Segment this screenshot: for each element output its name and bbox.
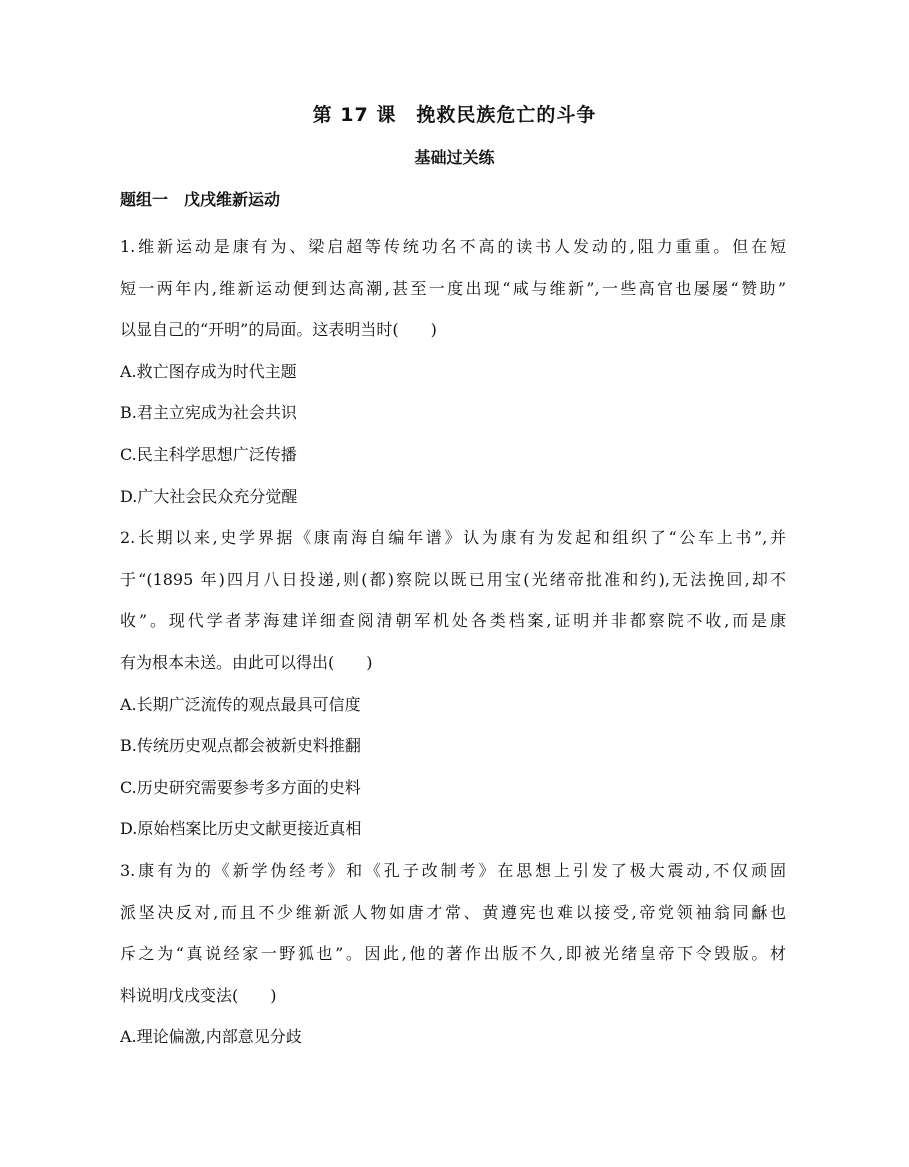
option-a: A.救亡图存成为时代主题 bbox=[120, 361, 297, 381]
option-d: D.原始档案比历史文献更接近真相 bbox=[120, 819, 362, 839]
question-stem-line: 短一两年内,维新运动便到达高潮,甚至一度出现“咸与维新”,一些高官也屡屡“赞助” bbox=[120, 278, 786, 298]
question-3 bbox=[120, 850, 786, 1058]
section-subtitle: 基础过关练 bbox=[414, 148, 495, 167]
option-a: A.长期广泛流传的观点最具可信度 bbox=[120, 694, 361, 714]
option-b: B.传统历史观点都会被新史料推翻 bbox=[120, 736, 361, 756]
question-list bbox=[120, 226, 786, 1058]
question-stem-line: 1.维新运动是康有为、梁启超等传统功名不高的读书人发动的,阻力重重。但在短 bbox=[120, 237, 786, 256]
option-c: C.历史研究需要参考多方面的史料 bbox=[120, 777, 361, 797]
question-1 bbox=[120, 226, 786, 517]
question-stem-line: 有为根本未送。由此可以得出( ) bbox=[120, 652, 373, 672]
option-a: A.理论偏激,内部意见分歧 bbox=[120, 1027, 302, 1047]
option-c: C.民主科学思想广泛传播 bbox=[120, 444, 297, 464]
question-stem-line: 派坚决反对,而且不少维新派人物如唐才常、黄遵宪也难以接受,帝党领袖翁同龢也 bbox=[120, 902, 786, 922]
question-2 bbox=[120, 517, 786, 850]
question-stem-line: 3.康有为的《新学伪经考》和《孔子改制考》在思想上引发了极大震动,不仅顽固 bbox=[120, 860, 786, 880]
question-stem-line: 斥之为“真说经家一野狐也”。因此,他的著作出版不久,即被光绪皇帝下令毁版。材 bbox=[120, 944, 786, 964]
option-d: D.广大社会民众充分觉醒 bbox=[120, 486, 298, 506]
question-stem-line: 收”。现代学者茅海建详细查阅清朝军机处各类档案,证明并非都察院不收,而是康 bbox=[120, 611, 786, 631]
question-stem-line: 于“(1895 年)四月八日投递,则(都)察院以既已用宝(光绪帝批准和约),无法挽回,却不 bbox=[120, 569, 786, 589]
question-stem-line: 料说明戊戌变法( ) bbox=[120, 985, 277, 1005]
lesson-title: 第 17 课 挽救民族危亡的斗争 bbox=[312, 104, 597, 126]
question-stem-line: 以显自己的“开明”的局面。这表明当时( ) bbox=[120, 320, 437, 340]
question-stem-line: 2.长期以来,史学界据《康南海自编年谱》认为康有为发起和组织了“公车上书”,并 bbox=[120, 528, 786, 548]
option-b: B.君主立宪成为社会共识 bbox=[120, 403, 297, 423]
group-heading: 题组一 戊戌维新运动 bbox=[120, 190, 281, 209]
